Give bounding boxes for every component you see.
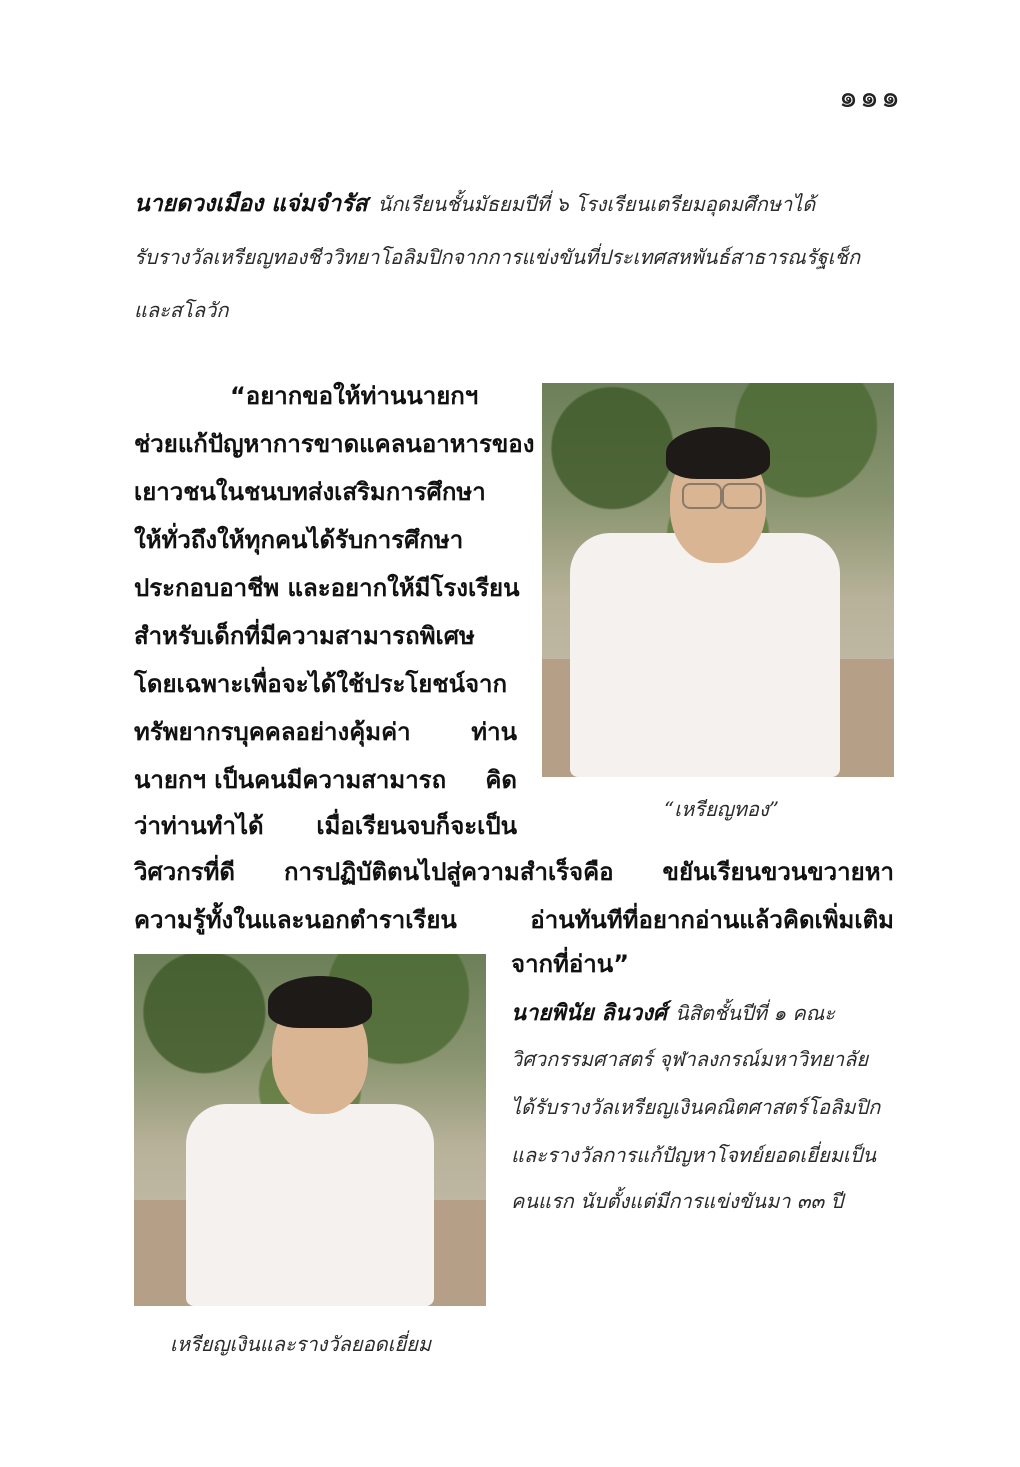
intro-line-1 — [134, 178, 894, 231]
quote-line-11c: ขยันเรียนขวนขวายหา — [662, 858, 894, 886]
quote-line-8a: ทรัพยากรบุคคลอย่างคุ้มค่า — [134, 718, 411, 746]
quote-line-10b: เมื่อเรียนจบก็จะเป็น — [316, 812, 517, 840]
quote-line-1: “อยากขอให้ท่านนายกฯ — [230, 382, 479, 410]
intro-paragraph — [134, 178, 894, 337]
intro-text-1: นักเรียนชั้นมัธยมปีที่ ๖ โรงเรียนเตรียมอุดมศึกษาได้ — [377, 192, 816, 216]
photo-subject-hair — [666, 427, 770, 479]
intro-line-3: และสโลวัก — [134, 298, 229, 322]
bio-line-3: ได้รับรางวัลเหรียญเงินคณิตศาสตร์โอลิมปิก — [511, 1095, 881, 1119]
photo-subject-hair — [268, 976, 372, 1028]
bio-name: นายพินัย ลินวงศ์ — [511, 1001, 667, 1026]
quote-line-5: ประกอบอาชีพ และอยากให้มีโรงเรียน — [134, 574, 520, 602]
quote-line-12b: อ่านทันทีที่อยากอ่านแล้วคิดเพิ่มเติม — [530, 906, 894, 934]
bio-line-1 — [511, 995, 896, 1030]
intro-name: นายดวงเมือง แจ่มจำรัส — [134, 191, 368, 217]
quote-line-9a: นายกฯ เป็นคนมีความสามารถ — [134, 766, 447, 794]
bio-line-4: และรางวัลการแก้ปัญหาโจทย์ยอดเยี่ยมเป็น — [511, 1143, 877, 1167]
photo-silver-medalist — [134, 954, 486, 1306]
intro-line-2: รับรางวัลเหรียญทองชีววิทยาโอลิมปิกจากการแข่งขันที่ประเทศสหพันธ์สาธารณรัฐเช็ก — [134, 245, 861, 269]
bio-line-5: คนแรก นับตั้งแต่มีการแข่งขันมา ๓๓ ปี — [511, 1189, 844, 1213]
quote-line-3: เยาวชนในชนบทส่งเสริมการศึกษา — [134, 478, 486, 506]
photo-gold-medalist — [542, 383, 894, 777]
quote-line-9 — [134, 760, 517, 799]
quote-line-11b: การปฏิบัติตนไปสู่ความสำเร็จคือ — [283, 858, 614, 886]
quote-line-6: สำหรับเด็กที่มีความสามารถพิเศษ — [134, 622, 475, 650]
quote-line-11 — [134, 852, 894, 891]
page-number: ๑๑๑ — [838, 80, 902, 115]
quote-line-11a: วิศวกรที่ดี — [134, 858, 236, 886]
quote-line-2: ช่วยแก้ปัญหาการขาดแคลนอาหารของ — [134, 430, 535, 458]
bio-line-2: วิศวกรรมศาสตร์ จุฬาลงกรณ์มหาวิทยาลัย — [511, 1047, 869, 1071]
glasses-right — [722, 483, 762, 509]
quote-line-10a: ว่าท่านทำได้ — [134, 812, 264, 840]
quote-line-12a: ความรู้ทั้งในและนอกตำราเรียน — [134, 906, 457, 934]
quote-line-7: โดยเฉพาะเพื่อจะได้ใช้ประโยชน์จาก — [134, 670, 508, 698]
quote-line-12 — [134, 900, 894, 939]
glasses-left — [682, 483, 722, 509]
photo-gold-caption: “เหรียญทอง” — [664, 797, 779, 821]
quote-line-10 — [134, 806, 517, 845]
quote-line-13: จากที่อ่าน” — [511, 950, 629, 978]
bio-text-1: นิสิตชั้นปีที่ ๑ คณะ — [674, 1001, 836, 1025]
quote-line-8 — [134, 712, 517, 751]
quote-line-4: ให้ทั่วถึงให้ทุกคนได้รับการศึกษา — [134, 526, 464, 554]
photo-subject-shirt — [186, 1104, 434, 1306]
photo-silver-caption: เหรียญเงินและรางวัลยอดเยี่ยม — [170, 1332, 432, 1356]
photo-subject-shirt — [570, 533, 840, 777]
quote-line-8b: ท่าน — [471, 718, 517, 746]
quote-line-9b: คิด — [485, 766, 517, 794]
